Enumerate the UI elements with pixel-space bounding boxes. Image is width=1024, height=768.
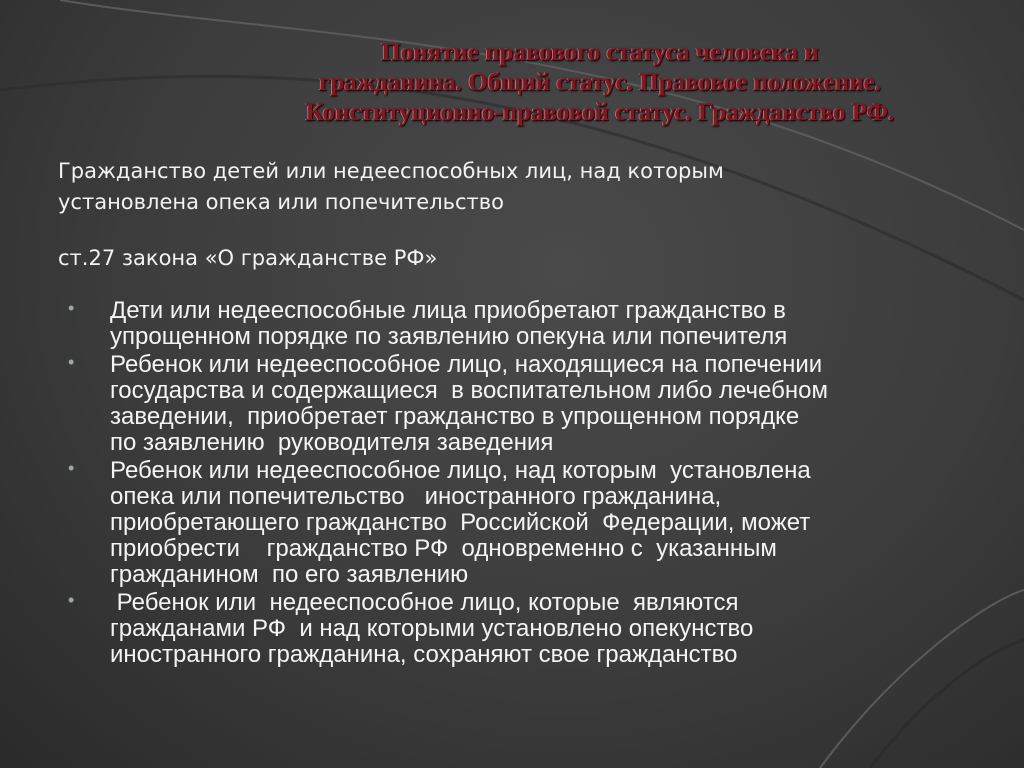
slide-title (190, 38, 1010, 128)
bullet-item (66, 458, 966, 588)
bullet-text-line: приобрести гражданство РФ одновременно с указанным (110, 535, 777, 562)
bullet-icon: • (68, 298, 75, 318)
bullet-text-line: Дети или недееспособные лица приобретают гражданство в (110, 297, 786, 324)
bullet-text-line: иностранного гражданина, сохраняют свое гражданство (110, 641, 738, 668)
bullet-text-line: Ребенок или недееспособное лицо, над которым установлена (110, 457, 811, 484)
bullet-text-line: государства и содержащиеся в воспитательном либо лечебном (110, 377, 828, 404)
bullet-text-line: опека или попечительство иностранного гражданина, (110, 483, 722, 510)
subtitle-line: установлена опека или попечительство (58, 190, 505, 214)
bullet-text-line: Ребенок или недееспособное лицо, находящиеся на попечении (110, 351, 823, 378)
bullet-text-line: упрощенном порядке по заявлению опекуна или попечителя (110, 323, 788, 350)
slide-subtitle (58, 156, 938, 274)
bullet-item (66, 590, 966, 668)
bullet-text-line: Ребенок или недееспособное лицо, которые являются (110, 589, 739, 616)
subtitle-line: Гражданство детей или недееспособных лиц, над которым (58, 159, 724, 183)
bullet-icon: • (68, 352, 75, 372)
bullet-text-line: по заявлению руководителя заведения (110, 429, 554, 456)
slide-title-line: Конституционно-правовой статус. Гражданство РФ. (305, 99, 895, 126)
slide-title-line: гражданина. Общий статус. Правовое положение. (319, 69, 881, 96)
bullet-text-line: гражданином по его заявлению (110, 561, 469, 588)
bullet-list (66, 298, 966, 670)
law-reference: ст.27 закона «О гражданстве РФ» (58, 246, 438, 270)
bullet-text-line: приобретающего гражданство Российской Федерации, может (110, 509, 811, 536)
bullet-icon: • (68, 458, 75, 478)
bullet-icon: • (68, 590, 75, 610)
bullet-item (66, 352, 966, 456)
slide-title-line: Понятие правового статуса человека и (381, 39, 819, 66)
bullet-item (66, 298, 966, 350)
subtitle-spacer (58, 218, 938, 243)
bullet-text-line: заведении, приобретает гражданство в упрощенном порядке (110, 403, 800, 430)
bullet-text-line: гражданами РФ и над которыми установлено опекунство (110, 615, 754, 642)
